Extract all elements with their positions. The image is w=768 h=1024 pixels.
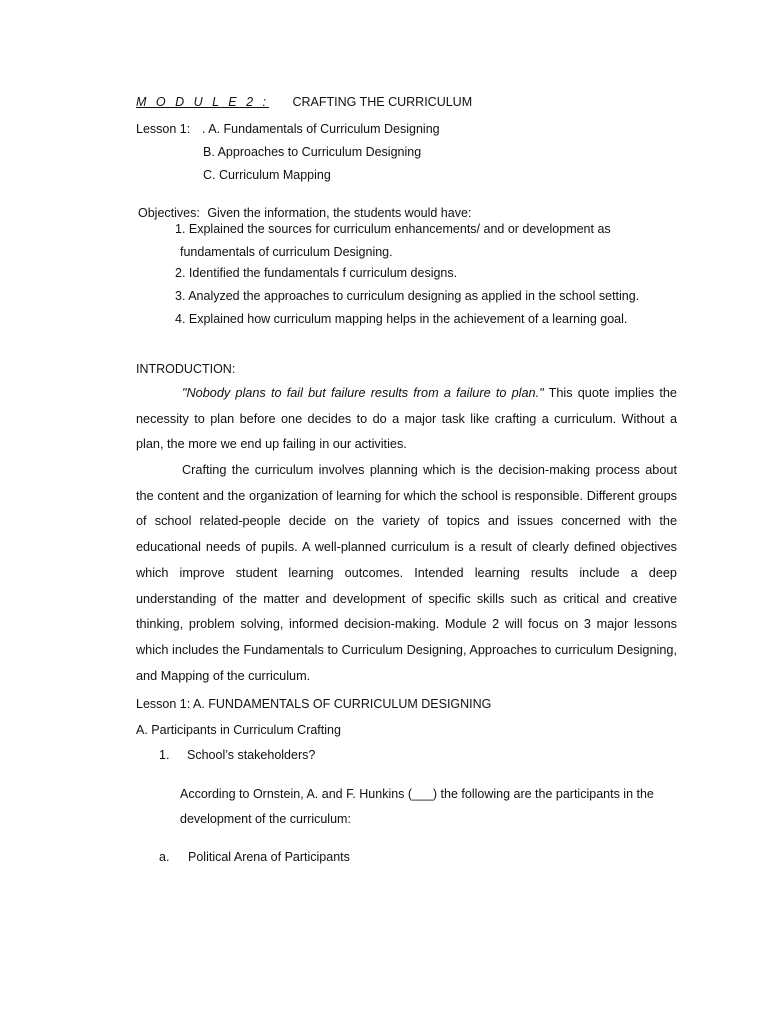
lesson1-item-b: B. Approaches to Curriculum Designing (203, 145, 422, 159)
stakeholders-label: School’s stakeholders? (187, 748, 316, 762)
objectives-line (138, 206, 471, 220)
objective-2: 2. Identified the fundamentals f curriculum designs. (175, 266, 458, 280)
lesson1-item-a: . A. Fundamentals of Curriculum Designing (202, 122, 440, 136)
objectives-intro: Given the information, the students would have: (207, 206, 472, 220)
objective-4: 4. Explained how curriculum mapping helps in the achievement of a learning goal. (175, 312, 628, 326)
political-arena-label: Political Arena of Participants (188, 850, 350, 864)
objective-3: 3. Analyzed the approaches to curriculum designing as applied in the school setting. (175, 289, 640, 303)
introduction-p2-text: Crafting the curriculum involves planning which is the decision-making process about the content and the organization of learning for which the school is responsible. Different groups of school related-people decide on the variety of topics and issues concerned with the educational needs of pupils. A well-planned curriculum is a result of clearly defined objectives which improve student learning outcomes. Intended learning results include a deep understanding of the matter and development of specific skills such as critical and creative thinking, problem solving, informed decision-making. Module 2 will focus on 3 major lessons which includes the Fundamentals to Curriculum Designing, Approaches to curriculum Designing, and Mapping of the curriculum. (136, 463, 677, 683)
lesson1-item-c: C. Curriculum Mapping (203, 168, 331, 182)
module-label: M O D U L E 2 : (136, 95, 269, 109)
political-arena-letter: a. (159, 850, 170, 864)
lesson1-label: Lesson 1: (136, 122, 191, 136)
political-arena-item (159, 850, 350, 864)
objectives-label: Objectives: (138, 206, 200, 220)
introduction-paragraph-2 (136, 458, 677, 689)
stakeholders-number: 1. (159, 748, 170, 762)
introduction-p1-text: This quote implies the necessity to plan before one decides to do a major task like crafting a curriculum. Without a plan, the more we end up failing in our activities. (136, 386, 677, 452)
objective-1-cont: fundamentals of curriculum Designing. (180, 245, 393, 259)
lesson-section-heading: Lesson 1: A. FUNDAMENTALS OF CURRICULUM DESIGNING (136, 697, 492, 711)
module-title: CRAFTING THE CURRICULUM (292, 95, 473, 109)
module-heading (136, 95, 472, 109)
stakeholders-item (159, 748, 315, 762)
introduction-heading: INTRODUCTION: (136, 362, 236, 376)
introduction-paragraph-1 (136, 381, 677, 458)
ornstein-paragraph: According to Ornstein, A. and F. Hunkins (___) the following are the participants in the development of the curriculum: (180, 787, 654, 826)
participants-subheading: A. Participants in Curriculum Crafting (136, 723, 341, 737)
objective-1: 1. Explained the sources for curriculum enhancements/ and or development as (175, 222, 611, 236)
introduction-quote: "Nobody plans to fail but failure results from a failure to plan." (182, 386, 544, 400)
lesson1-line (136, 122, 440, 136)
